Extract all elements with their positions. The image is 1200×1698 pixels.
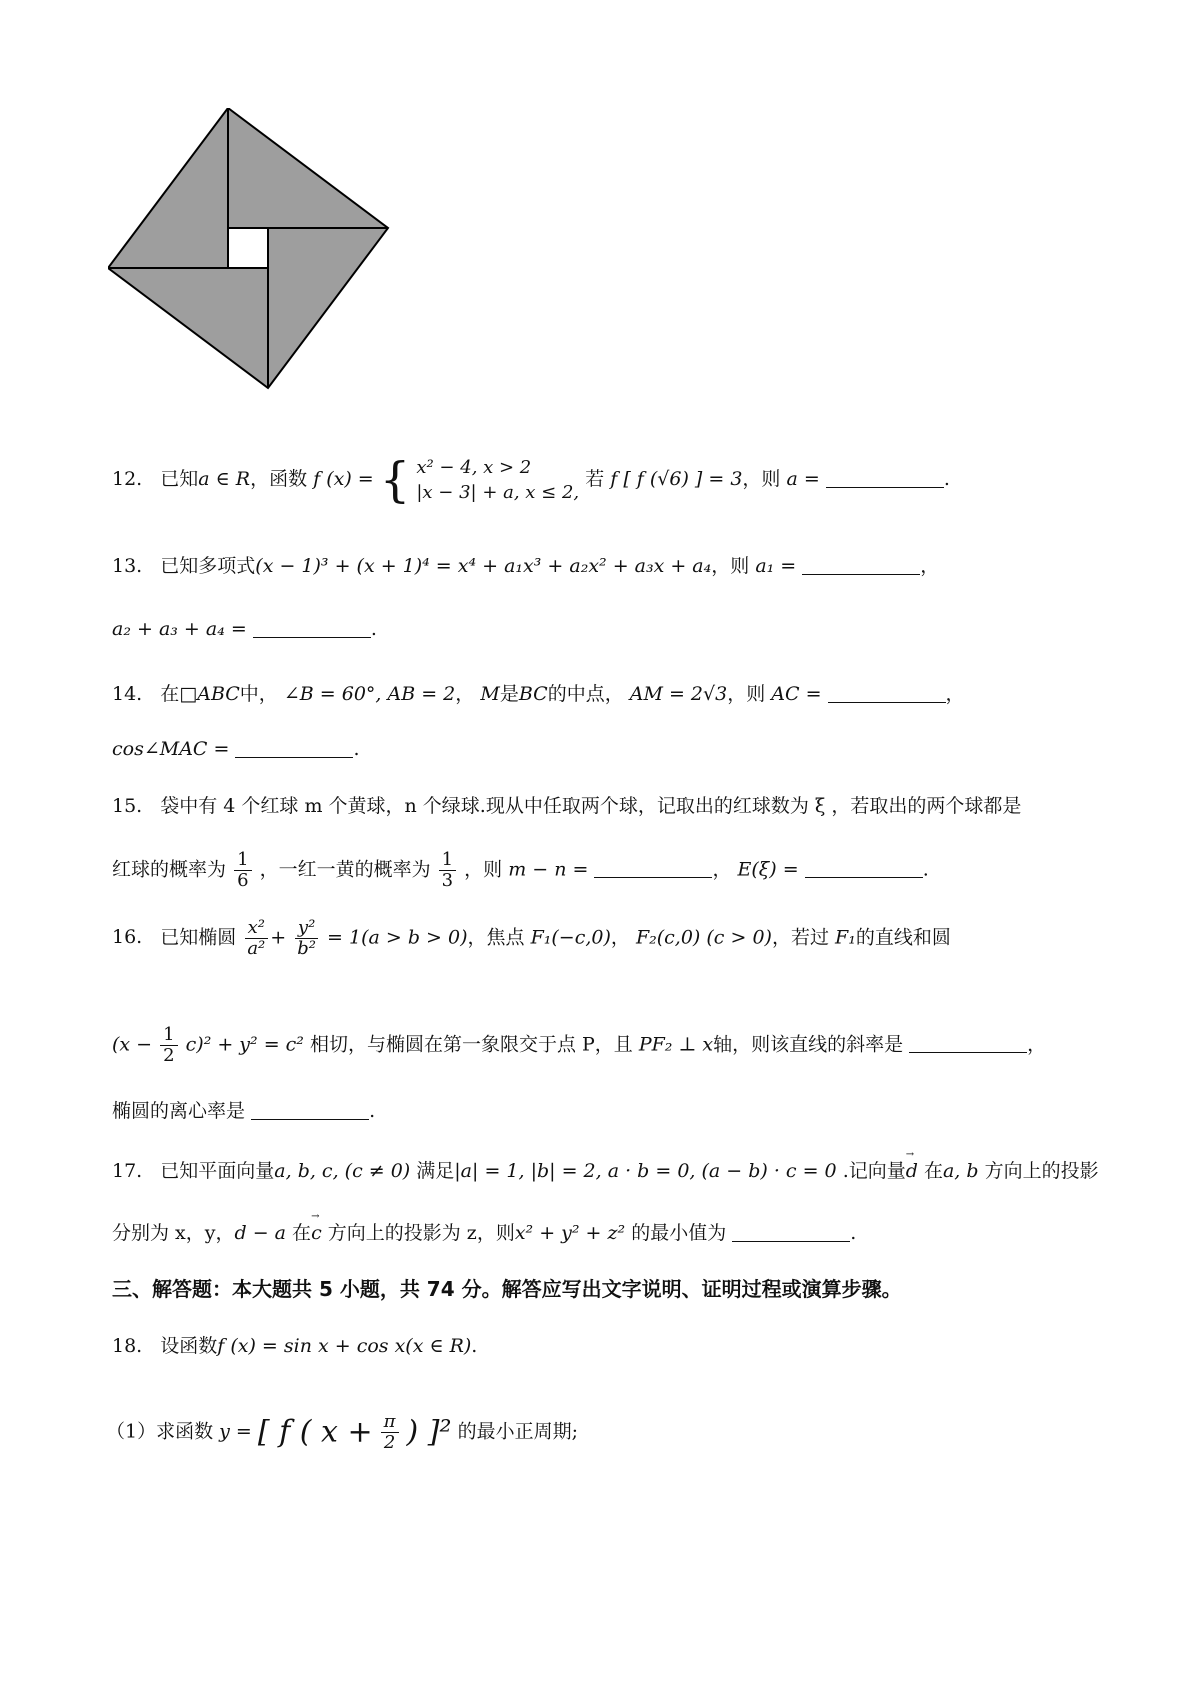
question-18-part-1: （1）求函数 y = [ f ( x + $\frac{\pi}{2}$ ) ]² 的最小正周期; <box>106 1411 578 1453</box>
answer-blank[interactable] <box>732 1222 850 1242</box>
question-16-line-2: (x − $\frac{1}{2}$ c)² + y² = c² 相切，与椭圆在第一象限交于点 P，且 PF₂ ⊥ x轴，则该直线的斜率是 ， <box>112 1024 1047 1066</box>
question-13-line-2: a₂ + a₃ + a₄ = . <box>112 618 377 640</box>
question-16: 16. 已知椭圆 $\frac{\text{x²}}{\text{a²}}$ + $\frac{\text{y²}}{\text{b²}}$ = 1(a > b > 0)，焦点 F₁(−c,0)， F₂(c,0) (c > 0)，若过 F₁的直线和圆 <box>112 917 951 959</box>
question-12: 12. 已知a ∈ R，函数 f (x) = { x² − 4, x > 2 |x − 3| + a, x ≤ 2, 若 f [ f (√6) ] = 3，则 a = . <box>112 452 950 509</box>
pinwheel-square-figure <box>108 108 398 398</box>
fraction-x2-a2: $\frac{\text{x²}}{\text{a²}}$ <box>244 918 268 959</box>
fraction-y2-b2: $\frac{\text{y²}}{\text{b²}}$ <box>294 918 319 959</box>
question-17: 17. 已知平面向量a, b, c, (c ≠ 0) 满足|a| = 1, |b| = 2, a · b = 0, (a − b) · c = 0 .记向量→ d 在a, b 方向上的投影 <box>112 1160 1099 1183</box>
question-17-line-2: 分别为 x，y，d − a 在→ c 方向上的投影为 z，则x² + y² + z² 的最小值为 . <box>112 1222 856 1245</box>
answer-blank[interactable] <box>826 468 944 488</box>
question-13: 13. 已知多项式(x − 1)³ + (x + 1)⁴ = x⁴ + a₁x³ + a₂x² + a₃x + a₄，则 a₁ = ， <box>112 555 940 577</box>
answer-blank[interactable] <box>235 738 353 758</box>
answer-blank[interactable] <box>828 683 946 703</box>
answer-blank[interactable] <box>802 555 920 575</box>
section-3-heading: 三、解答题：本大题共 5 小题，共 74 分。解答应写出文字说明、证明过程或演算步骤。 <box>112 1277 902 1301</box>
fraction-one-sixth: $\frac{1}{6}$ <box>234 850 251 891</box>
cases-brace: { <box>379 452 411 509</box>
answer-blank[interactable] <box>594 858 712 878</box>
fraction-one-half: $\frac{1}{2}$ <box>160 1025 177 1066</box>
fraction-one-third: $\frac{1}{3}$ <box>439 850 456 891</box>
question-15: 15. 袋中有 4 个红球 m 个黄球，n 个绿球.现从中任取两个球，记取出的红球数为 ξ ，若取出的两个球都是 <box>112 795 1022 817</box>
answer-blank[interactable] <box>805 858 923 878</box>
answer-blank[interactable] <box>909 1033 1027 1053</box>
question-14: 14. 在□ABC中， ∠B = 60°, AB = 2， M是BC的中点， AM = 2√3，则 AC = ， <box>112 683 965 705</box>
question-18: 18. 设函数f (x) = sin x + cos x(x ∈ R). <box>112 1335 478 1357</box>
answer-blank[interactable] <box>253 618 371 638</box>
question-16-line-3: 椭圆的离心率是 . <box>112 1100 376 1122</box>
question-15-line-2: 红球的概率为 $\frac{1}{6}$ ，一红一黄的概率为 $\frac{1}{3}$ ，则 m − n = ， E(ξ) = . <box>112 849 929 891</box>
answer-blank[interactable] <box>251 1100 369 1120</box>
fraction-pi-over-2: $\frac{\pi}{2}$ <box>381 1412 399 1453</box>
piecewise-cases: x² − 4, x > 2 |x − 3| + a, x ≤ 2, <box>416 457 580 504</box>
question-14-line-2: cos∠MAC = . <box>112 738 360 760</box>
inner-white-square <box>228 228 268 268</box>
